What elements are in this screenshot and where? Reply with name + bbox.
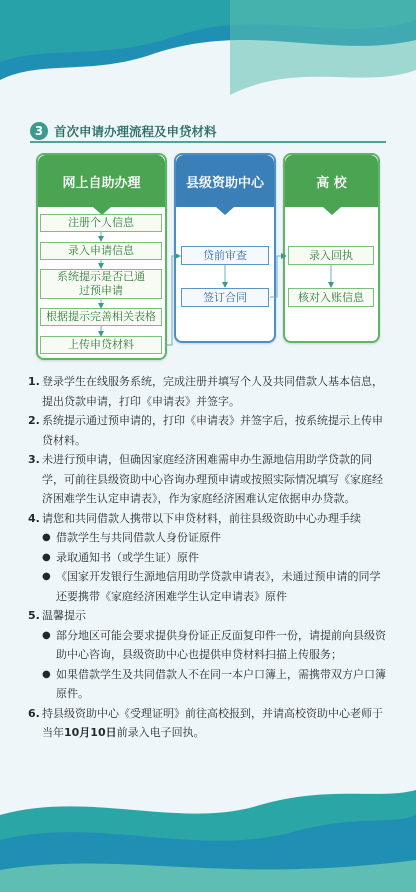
instruction-4-sub-1: ● 借款学生与共同借款人身份证原件 — [28, 528, 390, 548]
step-system-prompt: 系统提示是否已通过预申请 — [40, 269, 162, 299]
instruction-6: 6. 持县级资助中心《受理证明》前往高校报到，并请高校资助中心老师于当年10月10日前录入电子回执。 — [28, 706, 383, 739]
instruction-5-sub-1: ● 部分地区可能会要求提供身份证正反面复印件一份，请提前向县级资助中心咨询，县级资助中心也提供申贷材料扫描上传服务； — [28, 626, 390, 665]
school-header: 高 校 — [285, 155, 378, 207]
instruction-4: 4. 请您和共同借款人携带以下申贷材料，前往县级资助中心办理手续 — [28, 511, 361, 525]
step-upload-materials: 上传申贷材料 — [40, 336, 162, 354]
instruction-2: 2. 系统提示通过预申请的，打印《申请表》并签字后，按系统提示上传申贷材料。 — [28, 414, 383, 447]
step-verify-account: 核对入账信息 — [288, 288, 374, 307]
bullet-icon: ● — [42, 571, 51, 582]
step-complete-forms: 根据提示完善相关表格 — [40, 308, 162, 326]
step-enter-application: 录入申请信息 — [40, 242, 162, 260]
instruction-5: 5. 温馨提示 — [28, 609, 86, 622]
instruction-5-sub-2: ● 如果借款学生及共同借款人不在同一本户口簿上，需携带双方户口簿原件。 — [28, 665, 390, 704]
instruction-4-sub-3: ● 《国家开发银行生源地信用助学贷款申请表》，未通过预申请的同学还要携带《家庭经济困难学生认定申请表》原件 — [28, 567, 390, 606]
bullet-icon: ● — [42, 629, 51, 641]
step-register: 注册个人信息 — [40, 214, 162, 232]
step-pre-loan-review: 贷前审查 — [181, 246, 269, 265]
step-sign-contract: 签订合同 — [181, 288, 269, 307]
bullet-icon: ● — [42, 532, 51, 543]
section-heading — [30, 121, 386, 143]
bullet-icon: ● — [42, 551, 51, 563]
instructions — [28, 372, 390, 743]
section-number: 3 — [30, 122, 48, 140]
section-title: 首次申请办理流程及申贷材料 — [54, 124, 217, 139]
step-enter-receipt: 录入回执 — [288, 246, 374, 265]
county-header: 县级资助中心 — [176, 155, 274, 207]
bullet-icon: ● — [42, 668, 51, 680]
deadline-date: 10月10日 — [64, 726, 117, 739]
instruction-1: 1. 登录学生在线服务系统，完成注册并填写个人及共同借款人基本信息，提出贷款申请，打印《申请表》并签字。 — [28, 375, 383, 408]
instruction-3: 3. 未进行预申请，但确因家庭经济困难需申办生源地信用助学贷款的同学，可前往县级资助中心咨询办理预申请或按照实际情况填写《家庭经济困难学生认定申请表》，作为家庭经济困难认定依据申办贷款。 — [28, 453, 383, 505]
instruction-4-sub-2: ● 录取通知书（或学生证）原件 — [28, 548, 390, 568]
online-header: 网上自助办理 — [38, 155, 165, 207]
